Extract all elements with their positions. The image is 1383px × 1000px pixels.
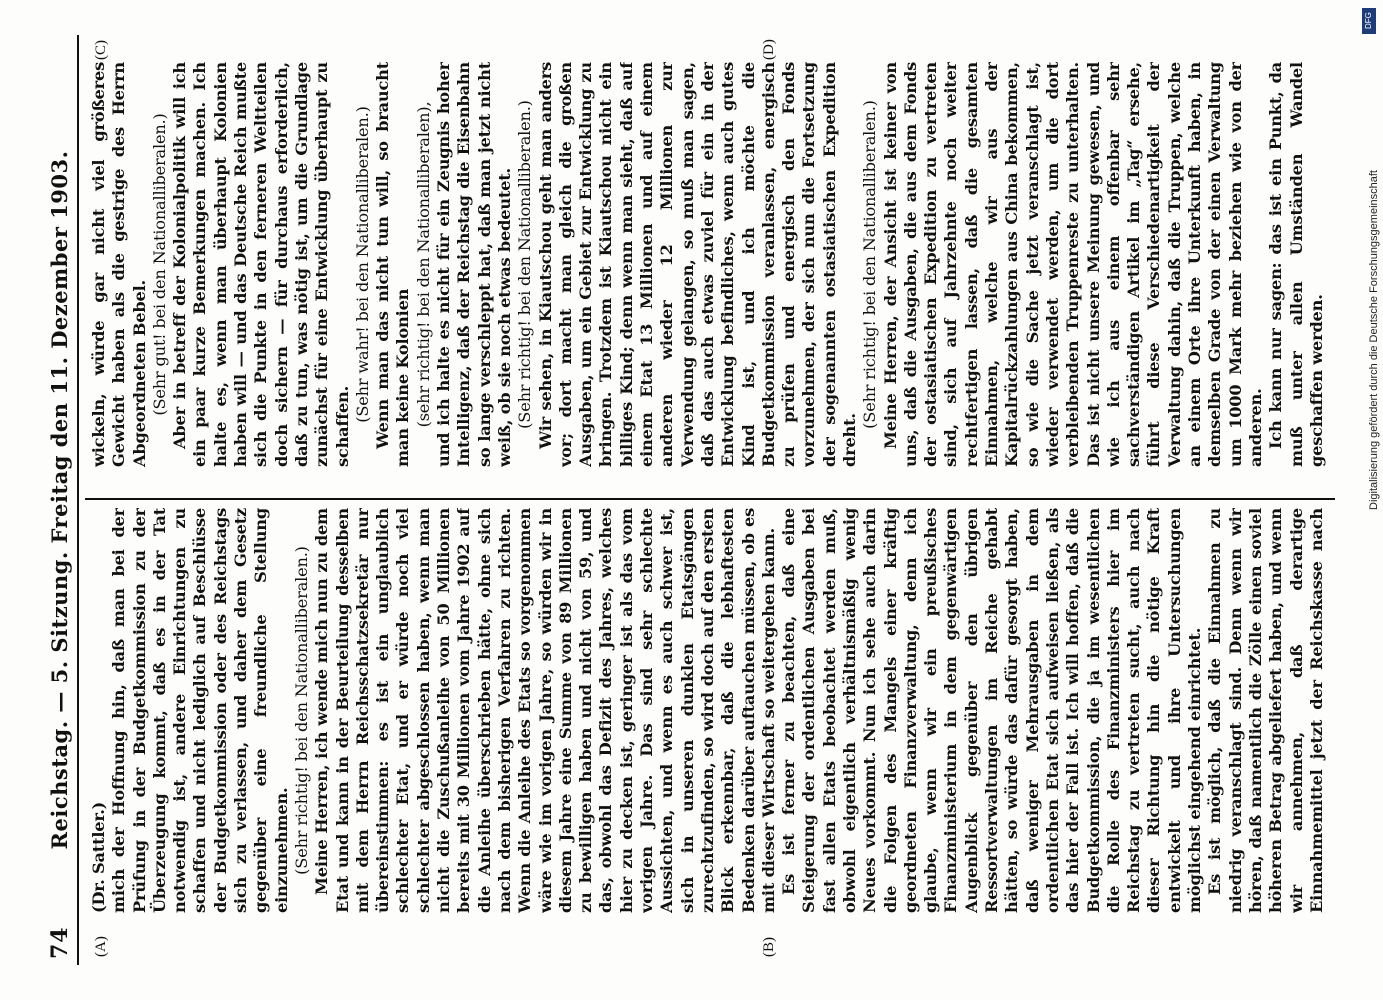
- header-rule: [77, 35, 79, 965]
- paragraph: Es ist möglich, daß die Einnahmen zu niedrig veranschlagt sind. Denn wenn wir hören, daß namentlich die Zölle einen soviel höheren Betrag abgeliefert haben, und wenn wir annehmen, daß derartige Einnahmemittel jetzt der Reichskasse nach: [1205, 508, 1326, 913]
- paragraph: wickeln, würde gar nicht viel größeres Gewicht haben als die gestrige des Herrn Abgeordneten Bebel.: [89, 62, 149, 467]
- paragraph: Aber in betreff der Kolonialpolitik will ich ein paar kurze Bemerkungen machen. Ich halte es, wenn man überhaupt Kolonien haben will — und das Deutsche Reich mußte sich die Punkte in den ferneren Weltteilen doch sichern — für durchaus erforderlich, daß zu tun, was nötig ist, um die Grundlage zunächst für eine Entwicklung überhaupt zu schaffen.: [170, 62, 352, 467]
- margin-marker-a: (A): [93, 936, 109, 957]
- rotated-page: [41, 35, 1341, 965]
- paragraph: (Dr. Sattler.): [89, 801, 108, 913]
- interjection: (Sehr wahr! bei den Nationalliberalen.): [352, 106, 372, 423]
- paragraph: Wir sehen, in Kiautschou geht man anders vor; dort macht man gleich die großen Ausgaben, um ein Gebiet zur Entwicklung zu bringen. Trotzdem ist Kiautschou nicht ein billiges Kind; denn wenn man sieht, daß auf einem Etat 13 Millionen und auf einem anderen wieder 12 Millionen zur Verwendung gelangen, so muß man sagen, daß das auch etwas zuviel für ein in der Entwicklung befindliches, wenn auch gutes Kind ist, und ich möchte die Budgetkommission veranlassen, energisch zu prüfen und energisch den Fonds vorzunehmen, der sich nun die Fortsetzung der sogenannten ostasiatischen Expedition dreht.: [535, 62, 859, 467]
- margin-marker-d: (D): [761, 39, 777, 60]
- column-divider: [85, 498, 1335, 500]
- paragraph: und ich halte es nicht für ein Zeugnis hoher Intelligenz, daß der Reichstag die Eisenbahn so lange verschleppt hat, daß man jetzt nicht weiß, ob sie noch etwas bedeutet.: [434, 62, 514, 467]
- interjection: (Sehr gut! bei den Nationalliberalen.): [149, 113, 169, 416]
- interjection: (sehr richtig! bei den Nationalliberalen),: [413, 101, 433, 428]
- page-header: [41, 35, 81, 965]
- paragraph: Meine Herren, der Ansicht ist keiner von uns, daß die Ausgaben, die aus dem Fonds der ostasiatischen Expedition zu vertreten sind, sich auf Jahrzehnte noch weiter rechtfertigen lassen, daß die gesamten Einnahmen, welche wir aus der Kapitalrückzahlungen aus China bekommen, so wie die Sache jetzt veranschlagt ist, wieder verwendet werden, um die dort verbleibenden Truppenreste zu unterhalten. Das ist nicht unsere Meinung gewesen, und wie ich aus einem offenbar sehr sachverständigen Artikel im „Tag“ ersehe, führt diese Verschiedenartigkeit der Verwaltung dahin, daß die Truppen, welche an einem Orte ihre Unterkunft haben, in demselben Grade von der einen Verwaltung um 1000 Mark mehr beziehen wie von der anderen.: [880, 62, 1265, 467]
- paragraph: Meine Herren, ich wende mich nun zu dem Etat und kann in der Beurteilung desselben mit dem Herrn Reichsschatzsekretär nur übereinstimmen: es ist ein unglaublich schlechter Etat, und er würde noch viel schlechter abgeschlossen haben, wenn man nicht die Zuschußanleihe von 50 Millionen bereits mit 30 Millionen vom Jahre 1902 auf die Anleihe überschrieben hätte, ohne sich nach dem bisherigen Verfahren zu richten. Wenn die Anleihe des Etats so vorgenommen wäre wie im vorigen Jahre, so würden wir in diesem Jahre eine Summe von 89 Millionen zu bewilligen haben und nicht von 59, und das, obwohl das Defizit des Jahres, welches hier zu decken ist, geringer ist als das vom vorigen Jahre. Das sind sehr schlechte Aussichten, und wenn es auch schwer ist, sich in unseren dunklen Etatsgängen zurechtzufinden, so wird doch auf den ersten Blick erkennbar, daß die lebhaftesten Bedenken darüber auftauchen müssen, ob es mit dieser Wirtschaft so weitergehen kann.: [312, 508, 778, 913]
- text-column-left: [89, 508, 1329, 913]
- interjection: (Sehr richtig! bei den Nationalliberalen.): [291, 546, 311, 875]
- interjection: [1327, 62, 1329, 467]
- interjection: (Sehr richtig! bei den Nationalliberalen.): [860, 100, 880, 429]
- page-number: 74: [47, 926, 73, 959]
- running-title: Reichstag. — 5. Sitzung. Freitag den 11. Dezember 1903.: [47, 150, 72, 850]
- text-column-right: [89, 62, 1329, 467]
- paragraph: Wenn man das nicht tun will, so braucht man keine Kolonien: [373, 62, 413, 467]
- digitization-credit: [1358, 0, 1383, 1000]
- margin-marker-b: (B): [761, 937, 777, 957]
- dfg-logo: DFG: [1362, 8, 1376, 34]
- paragraph: mich der Hoffnung hin, daß man bei der Prüfung in der Budgetkommission zu der Überzeugung kommt, daß es in der Tat notwendig ist, andere Einrichtungen zu schaffen und nicht lediglich auf Beschlüsse der Budgetkommission oder des Reichstags sich zu verlassen, und daher dem Gesetz gegenüber eine freundliche Stellung einzunehmen.: [109, 508, 291, 913]
- margin-marker-c: (C): [93, 40, 109, 60]
- interjection: (Sehr richtig! bei den Nationalliberalen.): [515, 100, 535, 429]
- paragraph: Es ist ferner zu beachten, daß eine Steigerung der ordentlichen Ausgaben bei fast allen Etats beobachtet werden muß, obwohl eigentlich verhältnismäßig wenig Neues vorkommt. Nun ich sehe auch darin die Folgen des Mangels einer kräftig geordneten Finanzverwaltung, denn ich glaube, wenn wir ein preußisches Finanzministerium in dem gegenwärtigen Augenblick gegenüber den übrigen Ressortverwaltungen im Reiche gehabt hätten, so würde das dafür gesorgt haben, daß weniger Mehrausgaben in dem ordentlichen Etat sich aufweisen ließen, als das hier der Fall ist. Ich will hoffen, daß die Budgetkommission, die ja im wesentlichen die Rolle des Finanzministers hier im Reichstag zu vertreten sucht, auch nach dieser Richtung hin die nötige Kraft entwickelt und ihre Untersuchungen möglichst eingehend einrichtet.: [779, 508, 1205, 913]
- credit-text: Digitalisierung gefördert durch die Deutsche Forschungsgemeinschaft: [1368, 170, 1380, 510]
- paragraph: Ich kann nur sagen: das ist ein Punkt, da muß unter allen Umständen Wandel geschaffen werden.: [1266, 62, 1326, 467]
